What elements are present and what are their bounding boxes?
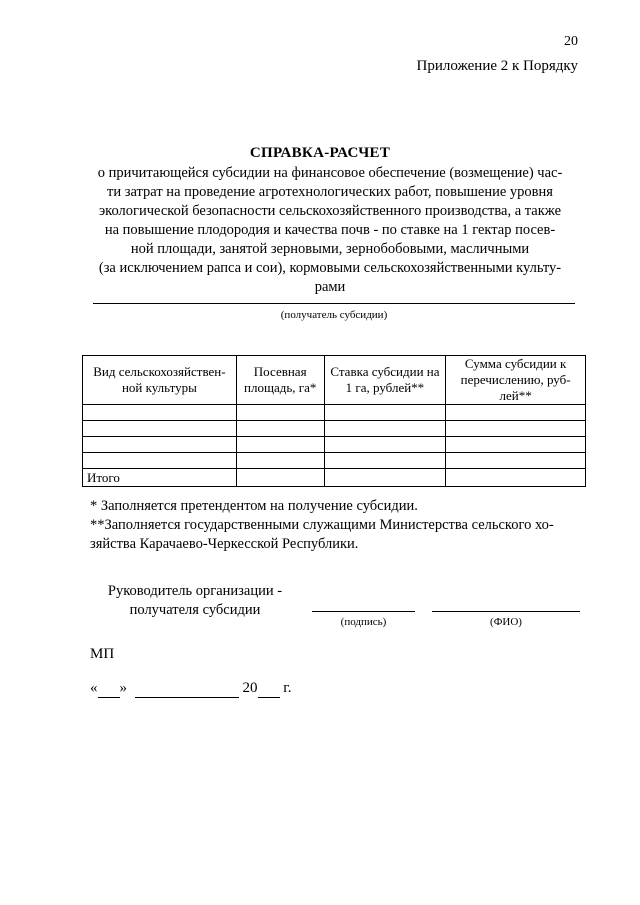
year-suffix: г. [283, 680, 292, 696]
table-row [83, 437, 586, 453]
footnote: **Заполняется государственными служащими Министерства сельского хо- [90, 517, 554, 533]
header-amount: Сумма субсидии к перечислению, руб-лей** [446, 356, 586, 405]
table-cell[interactable] [324, 421, 446, 437]
fio-fill-line[interactable] [432, 611, 580, 612]
table-cell[interactable] [236, 453, 324, 469]
table-cell[interactable] [324, 453, 446, 469]
table-row [83, 453, 586, 469]
total-label: Итого [83, 469, 237, 487]
signature-fill-line[interactable] [312, 611, 415, 612]
table-total-row [83, 469, 586, 487]
description-line: рами [314, 279, 346, 295]
header-rate: Ставка субсидии на 1 га, рублей** [324, 356, 446, 405]
description-line: ной площади, занятой зерновыми, зернобобовыми, масличными [130, 241, 530, 257]
table-cell[interactable] [446, 405, 586, 421]
page-number: 20 [564, 34, 578, 49]
table-cell[interactable] [324, 469, 446, 487]
recipient-caption: (получатель субсидии) [280, 309, 388, 321]
organization-head-label [90, 582, 300, 620]
footnote: зяйства Карачаево-Черкесской Республики. [90, 536, 359, 552]
recipient-fill-line[interactable] [93, 303, 575, 304]
signature-caption: (подпись) [340, 616, 387, 628]
appendix-label: Приложение 2 к Порядку [416, 58, 578, 74]
description-line: о причитающейся субсидии на финансовое обеспечение (возмещение) час- [97, 165, 563, 181]
table-cell[interactable] [83, 421, 237, 437]
table-cell[interactable] [324, 405, 446, 421]
description-line: на повышение плодородия и качества почв - по ставке на 1 гектар посев- [104, 222, 556, 238]
table-cell[interactable] [236, 421, 324, 437]
table-cell[interactable] [324, 437, 446, 453]
month-fill-blank[interactable] [135, 680, 239, 698]
header-sown-area: Посевная площадь, га* [236, 356, 324, 405]
table-cell[interactable] [236, 437, 324, 453]
table-row [83, 421, 586, 437]
description-line: (за исключением рапса и сои), кормовыми сельскохозяйственными культу- [98, 260, 562, 276]
table-cell[interactable] [446, 453, 586, 469]
date-close-quote: » [119, 680, 127, 696]
year-fill-blank[interactable] [258, 680, 280, 698]
table-cell[interactable] [236, 469, 324, 487]
stamp-place-label: МП [90, 646, 115, 662]
date-line [90, 680, 291, 698]
table-header-row [83, 356, 586, 405]
table-cell[interactable] [446, 469, 586, 487]
date-open-quote: « [90, 680, 98, 696]
table-cell[interactable] [446, 421, 586, 437]
table-cell[interactable] [446, 437, 586, 453]
footnotes [90, 497, 580, 554]
day-fill-blank[interactable] [98, 680, 120, 698]
table-cell[interactable] [236, 405, 324, 421]
description-line: ти затрат на проведение агротехнологических работ, повышение уровня [107, 184, 553, 200]
head-label-line: Руководитель организации - [107, 583, 283, 599]
document-title: СПРАВКА-РАСЧЕТ [249, 145, 391, 161]
fio-caption: (ФИО) [490, 616, 522, 628]
footnote: * Заполняется претендентом на получение субсидии. [90, 498, 418, 514]
table-cell[interactable] [83, 437, 237, 453]
table-row [83, 405, 586, 421]
table-cell[interactable] [83, 453, 237, 469]
subsidy-table [82, 355, 586, 487]
description-line: экологической безопасности сельскохозяйственного производства, а также [98, 203, 562, 219]
header-crop-type: Вид сельскохозяйствен-ной культуры [83, 356, 237, 405]
table-cell[interactable] [83, 405, 237, 421]
head-label-line: получателя субсидии [129, 602, 261, 618]
year-prefix: 20 [242, 680, 258, 696]
document-description [90, 164, 570, 297]
